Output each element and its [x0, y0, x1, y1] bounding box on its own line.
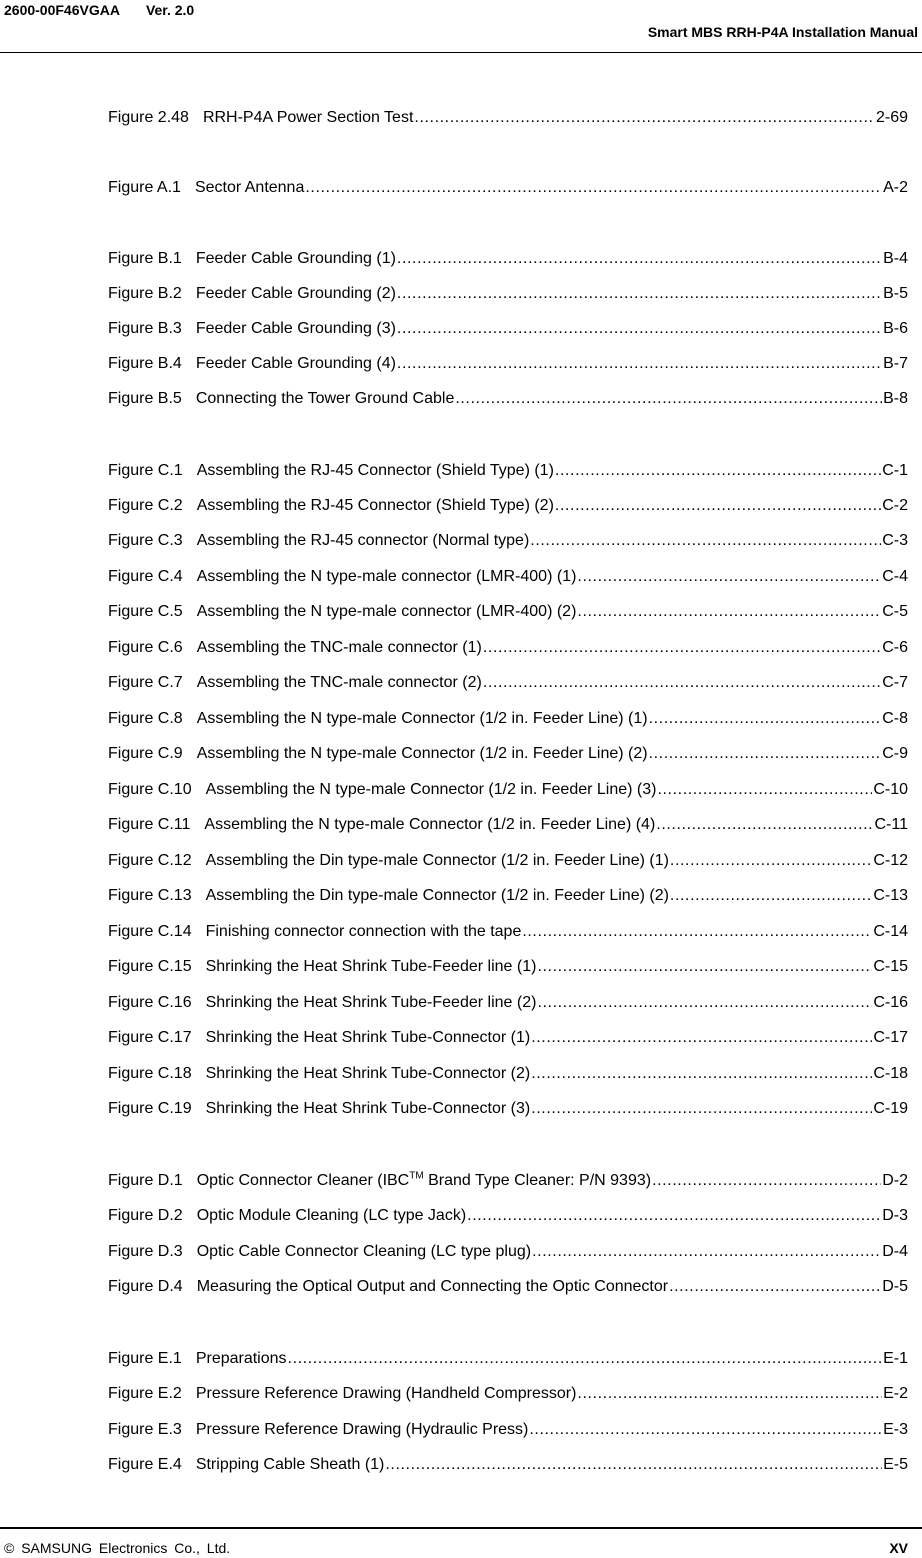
figure-title	[196, 318, 396, 340]
figure-title-text: Assembling the N type-male connector (LMR-400) (2)	[196, 603, 577, 620]
page-ref: C-8	[882, 710, 908, 727]
page-ref: C-14	[873, 923, 908, 940]
figure-title-text: Feeder Cable Grounding (1)	[195, 250, 396, 267]
figure-title	[196, 1419, 529, 1441]
figure-number: Figure E.2	[108, 1385, 182, 1402]
figure-number: Figure B.2	[108, 285, 182, 302]
toc-entry[interactable]	[108, 495, 908, 517]
figure-title	[206, 1063, 531, 1085]
toc-entry[interactable]	[108, 353, 908, 375]
copyright: © SAMSUNG Electronics Co., Ltd.	[4, 1540, 231, 1556]
figure-title	[196, 1348, 287, 1370]
figure-title-text: Optic Connector Cleaner (IBC	[196, 1172, 410, 1189]
toc-entry[interactable]	[108, 1454, 908, 1476]
header-doc-info	[4, 2, 194, 18]
figure-title	[197, 1276, 668, 1298]
figure-number: Figure C.1	[108, 462, 183, 479]
dot-leader	[577, 566, 881, 588]
toc-entry[interactable]	[108, 992, 908, 1014]
figure-title-text: Assembling the Din type-male Connector (1/2 in. Feeder Line) (1)	[205, 852, 669, 869]
dot-leader	[652, 1170, 881, 1192]
dot-leader	[670, 885, 872, 907]
figure-title	[196, 1454, 385, 1476]
figure-title-text: Shrinking the Heat Shrink Tube-Connector (2)	[205, 1065, 531, 1082]
dot-leader	[555, 460, 881, 482]
figure-title	[197, 530, 530, 552]
figure-number: Figure C.5	[108, 603, 183, 620]
figure-number: Figure C.17	[108, 1029, 192, 1046]
page-ref: C-11	[874, 816, 908, 833]
dot-leader	[649, 743, 882, 765]
figure-title-text-cont: Brand Type Cleaner: P/N 9393)	[423, 1172, 652, 1189]
toc-entry[interactable]	[108, 1098, 908, 1120]
dot-leader	[531, 1098, 872, 1120]
figure-number: Figure B.1	[108, 250, 182, 267]
figure-title	[196, 1383, 577, 1405]
figure-number: Figure C.2	[108, 497, 183, 514]
dot-leader	[532, 1241, 881, 1263]
dot-leader	[455, 388, 882, 410]
figure-title-text: Feeder Cable Grounding (3)	[195, 320, 396, 337]
toc-entry[interactable]	[108, 779, 908, 801]
page-ref: C-10	[873, 781, 908, 798]
figure-title-text: Shrinking the Heat Shrink Tube-Feeder line (1)	[205, 958, 537, 975]
page-ref: E-5	[883, 1456, 908, 1473]
figure-title-text: Shrinking the Heat Shrink Tube-Feeder line (2)	[205, 994, 537, 1011]
page-ref: A-2	[883, 179, 908, 196]
figure-title	[206, 921, 522, 943]
figure-title-text: Assembling the Din type-male Connector (1/2 in. Feeder Line) (2)	[205, 887, 669, 904]
toc-entry[interactable]	[108, 1205, 908, 1227]
figure-title	[206, 779, 657, 801]
dot-leader	[397, 318, 882, 340]
figure-number: Figure C.12	[108, 852, 192, 869]
page-ref: C-6	[882, 639, 908, 656]
figure-title-text: Assembling the TNC-male connector (1)	[196, 639, 482, 656]
figure-title	[197, 601, 577, 623]
toc-entry[interactable]	[108, 283, 908, 305]
footer-divider	[0, 1527, 922, 1529]
toc-entry[interactable]	[108, 743, 908, 765]
dot-leader	[577, 1383, 882, 1405]
figure-number: Figure D.1	[108, 1172, 183, 1189]
toc-entry[interactable]	[108, 885, 908, 907]
toc-entry[interactable]	[108, 708, 908, 730]
figure-title-text: Optic Module Cleaning (LC type Jack)	[196, 1207, 467, 1224]
toc-entry[interactable]	[108, 814, 908, 836]
page-ref: B-4	[883, 250, 908, 267]
figure-title-text: Assembling the TNC-male connector (2)	[196, 674, 482, 691]
figure-title	[196, 353, 396, 375]
figure-number: Figure E.4	[108, 1456, 182, 1473]
toc-entry[interactable]	[108, 318, 908, 340]
page-ref: C-5	[882, 603, 908, 620]
figure-title	[206, 885, 669, 907]
toc-entry[interactable]	[108, 921, 908, 943]
dot-leader	[397, 283, 882, 305]
figure-title	[206, 956, 537, 978]
toc-entry[interactable]	[108, 107, 908, 129]
page-ref: C-4	[882, 568, 908, 585]
page-ref: C-12	[873, 852, 908, 869]
trademark-superscript: TM	[409, 1170, 424, 1182]
figure-title	[197, 1205, 466, 1227]
figure-number: Figure 2.48	[108, 109, 189, 126]
figure-title	[197, 1170, 651, 1192]
figure-number: Figure C.11	[108, 816, 191, 833]
figure-number: Figure C.6	[108, 639, 183, 656]
figure-title	[196, 388, 455, 410]
dot-leader	[537, 992, 872, 1014]
figure-number: Figure C.15	[108, 958, 192, 975]
page-ref: D-5	[882, 1278, 908, 1295]
dot-leader	[531, 1063, 872, 1085]
figure-title	[206, 1027, 531, 1049]
figure-number: Figure C.16	[108, 994, 192, 1011]
figure-title-text: Finishing connector connection with the tape	[205, 923, 522, 940]
manual-title: Smart MBS RRH-P4A Installation Manual	[647, 24, 918, 40]
page-ref: C-3	[882, 532, 908, 549]
page-ref: C-16	[873, 994, 908, 1011]
figure-title-text: Assembling the N type-male Connector (1/2 in. Feeder Line) (1)	[196, 710, 648, 727]
dot-leader	[397, 353, 882, 375]
figure-number: Figure C.18	[108, 1065, 192, 1082]
toc-entry[interactable]	[108, 1027, 908, 1049]
figure-title-text: Feeder Cable Grounding (2)	[195, 285, 396, 302]
figure-title-text: Pressure Reference Drawing (Hydraulic Press)	[195, 1421, 529, 1438]
figure-title	[203, 107, 413, 129]
page-ref: C-2	[882, 497, 908, 514]
dot-leader	[288, 1348, 883, 1370]
dot-leader	[483, 672, 881, 694]
toc-entry[interactable]	[108, 1170, 908, 1192]
toc-entry[interactable]	[108, 1276, 908, 1298]
toc-entry[interactable]	[108, 566, 908, 588]
figure-title-text: Assembling the N type-male Connector (1/2 in. Feeder Line) (2)	[196, 745, 648, 762]
page-ref: E-3	[883, 1421, 908, 1438]
dot-leader	[483, 637, 881, 659]
page-ref: C-1	[882, 462, 908, 479]
figure-title	[197, 460, 554, 482]
page-ref: C-13	[873, 887, 908, 904]
page-ref: C-7	[882, 674, 908, 691]
figure-title	[196, 248, 396, 270]
figure-title-text: Assembling the N type-male connector (LMR-400) (1)	[196, 568, 577, 585]
toc-entry[interactable]	[108, 850, 908, 872]
figure-number: Figure C.8	[108, 710, 183, 727]
figure-title-text: Assembling the N type-male Connector (1/2 in. Feeder Line) (4)	[204, 816, 656, 833]
figure-number: Figure B.4	[108, 355, 182, 372]
figure-number: Figure D.4	[108, 1278, 183, 1295]
figure-number: Figure C.3	[108, 532, 183, 549]
figure-title-text: Measuring the Optical Output and Connecting the Optic Connector	[196, 1278, 669, 1295]
figure-number: Figure D.3	[108, 1243, 183, 1260]
page-ref: E-2	[883, 1385, 908, 1402]
figure-title-text: Assembling the RJ-45 connector (Normal type)	[196, 532, 530, 549]
figure-title-text: Preparations	[195, 1350, 287, 1367]
figure-title	[197, 566, 577, 588]
figure-title	[197, 637, 482, 659]
toc-entry[interactable]	[108, 956, 908, 978]
dot-leader	[656, 814, 873, 836]
toc-entry[interactable]	[108, 1383, 908, 1405]
toc-entry[interactable]	[108, 1419, 908, 1441]
figure-number: Figure C.4	[108, 568, 183, 585]
figure-title	[195, 177, 304, 199]
page-ref: C-17	[873, 1029, 908, 1046]
page-ref: B-8	[883, 390, 908, 407]
dot-leader	[669, 1276, 881, 1298]
figure-title	[197, 495, 554, 517]
figure-title-text: Assembling the N type-male Connector (1/2 in. Feeder Line) (3)	[205, 781, 657, 798]
dot-leader	[530, 530, 881, 552]
header-divider	[0, 52, 922, 53]
toc-entry[interactable]	[108, 1241, 908, 1263]
page-ref: B-5	[883, 285, 908, 302]
dot-leader	[649, 708, 882, 730]
page-number: XV	[889, 1540, 908, 1556]
version-label: Ver. 2.0	[145, 2, 195, 18]
figure-title-text: Assembling the RJ-45 Connector (Shield Type) (1)	[196, 462, 554, 479]
figure-number: Figure C.9	[108, 745, 183, 762]
figure-title	[197, 672, 482, 694]
dot-leader	[385, 1454, 882, 1476]
figure-number: Figure C.13	[108, 887, 192, 904]
figure-number: Figure D.2	[108, 1207, 183, 1224]
figure-number: Figure B.5	[108, 390, 182, 407]
page-ref: E-1	[883, 1350, 908, 1367]
dot-leader	[555, 495, 881, 517]
toc-entry[interactable]	[108, 388, 908, 410]
page-ref: D-2	[882, 1172, 908, 1189]
figure-title-text: RRH-P4A Power Section Test	[202, 109, 414, 126]
dot-leader	[577, 601, 881, 623]
figure-title	[196, 283, 396, 305]
toc-entry[interactable]	[108, 637, 908, 659]
figure-title-text: Optic Cable Connector Cleaning (LC type plug)	[196, 1243, 532, 1260]
figure-title-text: Feeder Cable Grounding (4)	[195, 355, 396, 372]
toc-entry[interactable]	[108, 460, 908, 482]
toc-entry[interactable]	[108, 530, 908, 552]
doc-code: 2600-00F46VGAA	[4, 2, 120, 18]
dot-leader	[414, 107, 875, 129]
figure-title	[197, 708, 648, 730]
dot-leader	[537, 956, 872, 978]
page-ref: D-3	[882, 1207, 908, 1224]
toc-entry[interactable]	[108, 177, 908, 199]
page-ref: B-7	[883, 355, 908, 372]
figure-number: Figure E.1	[108, 1350, 182, 1367]
page-ref: C-9	[882, 745, 908, 762]
figure-title	[206, 992, 537, 1014]
page-ref: 2-69	[875, 109, 908, 126]
figure-number: Figure A.1	[108, 179, 181, 196]
figure-title-text: Shrinking the Heat Shrink Tube-Connector (3)	[205, 1100, 531, 1117]
toc-entry[interactable]	[108, 1348, 908, 1370]
dot-leader	[531, 1027, 872, 1049]
toc-entry[interactable]	[108, 672, 908, 694]
figure-number: Figure C.19	[108, 1100, 192, 1117]
page-ref: D-4	[882, 1243, 908, 1260]
figure-title-text: Pressure Reference Drawing (Handheld Compressor)	[195, 1385, 577, 1402]
figure-title	[197, 1241, 531, 1263]
figure-number: Figure C.14	[108, 923, 192, 940]
dot-leader	[657, 779, 872, 801]
figure-title-text: Assembling the RJ-45 Connector (Shield Type) (2)	[196, 497, 554, 514]
dot-leader	[670, 850, 872, 872]
figure-title	[206, 1098, 531, 1120]
figure-number: Figure E.3	[108, 1421, 182, 1438]
figure-title	[204, 814, 655, 836]
figure-number: Figure C.7	[108, 674, 183, 691]
dot-leader	[467, 1205, 881, 1227]
toc-entry[interactable]	[108, 601, 908, 623]
figure-number: Figure B.3	[108, 320, 182, 337]
toc-entry[interactable]	[108, 1063, 908, 1085]
figure-title-text: Stripping Cable Sheath (1)	[195, 1456, 385, 1473]
dot-leader	[529, 1419, 882, 1441]
figure-title-text: Connecting the Tower Ground Cable	[195, 390, 455, 407]
figure-title	[197, 743, 648, 765]
toc-entry[interactable]	[108, 248, 908, 270]
figure-title-text: Shrinking the Heat Shrink Tube-Connector (1)	[205, 1029, 531, 1046]
dot-leader	[522, 921, 872, 943]
page-ref: B-6	[883, 320, 908, 337]
figure-number: Figure C.10	[108, 781, 192, 798]
page-ref: C-15	[873, 958, 908, 975]
page-ref: C-18	[873, 1065, 908, 1082]
page-ref: C-19	[873, 1100, 908, 1117]
figure-title	[206, 850, 669, 872]
dot-leader	[305, 177, 882, 199]
dot-leader	[397, 248, 882, 270]
figure-title-text: Sector Antenna	[194, 179, 305, 196]
